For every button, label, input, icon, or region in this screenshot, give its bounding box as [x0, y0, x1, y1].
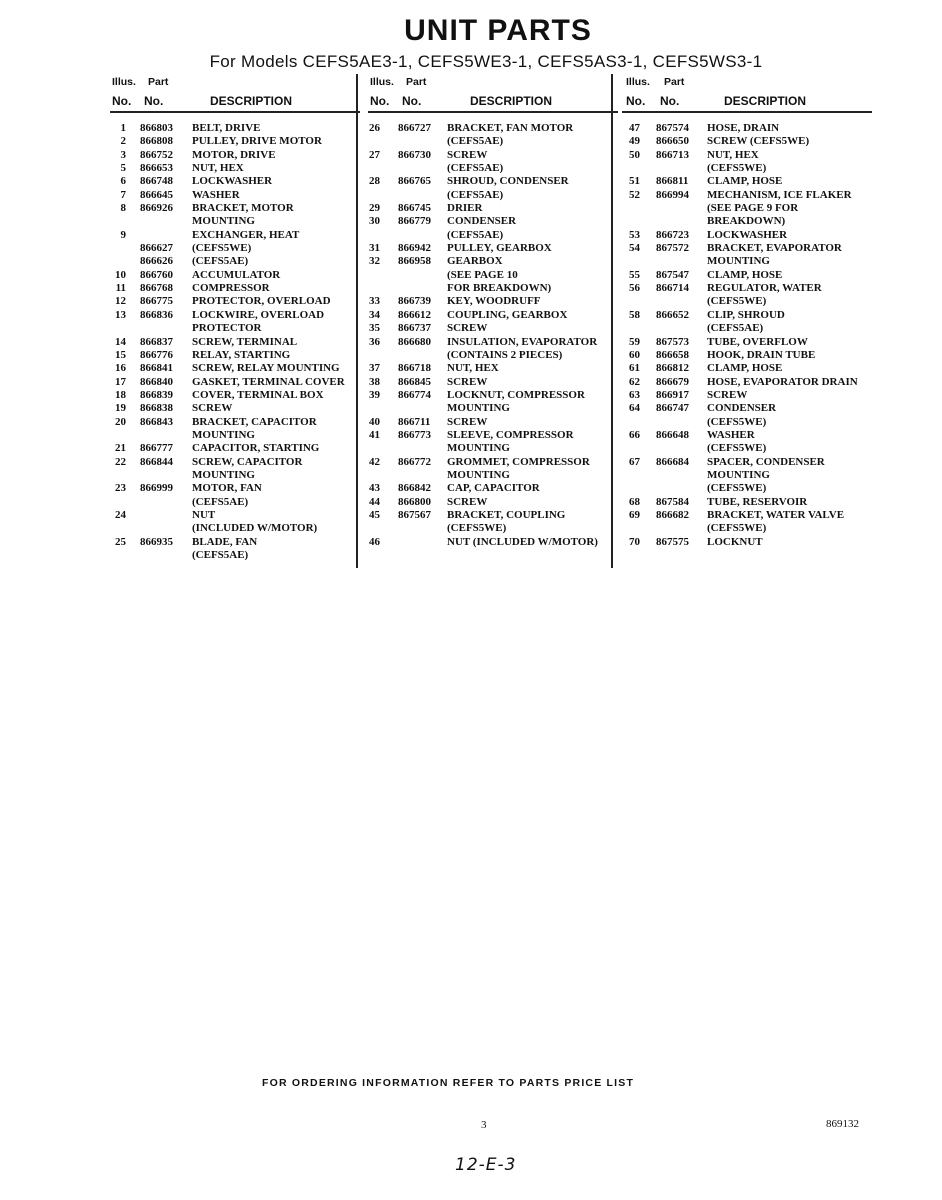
part-number: 866730 — [398, 148, 431, 161]
part-description: (CEFS5WE) — [707, 415, 767, 428]
illus-number: 23 — [115, 482, 126, 495]
header-no: No. — [370, 94, 390, 108]
part-description: CLIP, SHROUD — [707, 308, 785, 321]
illus-number: 31 — [369, 242, 380, 255]
part-description: PROTECTOR — [192, 322, 262, 335]
illus-number: 25 — [115, 535, 126, 548]
illus-number: 39 — [369, 388, 380, 401]
part-number: 867547 — [656, 268, 689, 281]
part-description: MECHANISM, ICE FLAKER — [707, 188, 852, 201]
part-number: 866739 — [398, 295, 431, 308]
header-description: DESCRIPTION — [724, 94, 807, 108]
part-number: 866723 — [656, 228, 689, 241]
part-number: 866752 — [140, 148, 173, 161]
part-description: SLEEVE, COMPRESSOR — [447, 428, 574, 441]
illus-number: 54 — [629, 242, 640, 255]
part-description: KEY, WOODRUFF — [447, 295, 541, 308]
part-number: 866935 — [140, 535, 173, 548]
part-number: 866648 — [656, 428, 689, 441]
part-description: (CEFS5WE) — [707, 442, 767, 455]
header-part: Part — [148, 76, 169, 88]
part-number: 866650 — [656, 135, 689, 148]
illus-number: 37 — [369, 362, 380, 375]
illus-number: 51 — [629, 175, 640, 188]
illus-number: 53 — [629, 228, 640, 241]
illus-number: 20 — [115, 415, 126, 428]
part-description: WASHER — [192, 188, 240, 201]
part-number: 866774 — [398, 388, 431, 401]
part-description: TUBE, OVERFLOW — [707, 335, 808, 348]
part-number: 867575 — [656, 535, 689, 548]
header-rule — [110, 111, 360, 113]
illus-number: 11 — [115, 282, 126, 295]
part-description: NUT, HEX — [707, 148, 759, 161]
part-number: 866727 — [398, 122, 431, 134]
part-description: GROMMET, COMPRESSOR — [447, 455, 590, 468]
part-description: ACCUMULATOR — [192, 268, 281, 281]
part-number: 866684 — [656, 455, 689, 468]
part-description: SCREW, RELAY MOUNTING — [192, 362, 340, 375]
illus-number: 45 — [369, 508, 380, 521]
header-illus: Illus. — [370, 76, 394, 88]
part-description: BRACKET, COUPLING — [447, 508, 566, 521]
part-description: (SEE PAGE 9 FOR — [707, 202, 799, 215]
illus-number: 55 — [629, 268, 640, 281]
header-illus: Illus. — [112, 76, 136, 88]
part-description: (CEFS5WE) — [707, 482, 767, 495]
part-description: LOCKWIRE, OVERLOAD — [192, 308, 325, 321]
part-description: MOUNTING — [707, 255, 770, 268]
part-number: 866760 — [140, 268, 173, 281]
part-number: 866652 — [656, 308, 689, 321]
part-number: 866842 — [398, 482, 431, 495]
part-number: 866680 — [398, 335, 431, 348]
illus-number: 43 — [369, 482, 380, 495]
part-number: 866718 — [398, 362, 431, 375]
part-description: COVER, TERMINAL BOX — [192, 388, 324, 401]
part-description: HOSE, DRAIN — [707, 122, 780, 134]
part-description: SHROUD, CONDENSER — [447, 175, 569, 188]
header-no: No. — [112, 94, 132, 108]
page-title: UNIT PARTS — [404, 14, 592, 47]
illus-number: 26 — [369, 122, 380, 134]
part-description: BREAKDOWN) — [707, 215, 786, 228]
part-description: LOCKWASHER — [192, 175, 273, 188]
header-description: DESCRIPTION — [210, 94, 293, 108]
illus-number: 49 — [629, 135, 640, 148]
part-description: INSULATION, EVAPORATOR — [447, 335, 598, 348]
part-description: MOTOR, FAN — [192, 482, 262, 495]
illus-number: 5 — [120, 162, 126, 175]
illus-number: 10 — [115, 268, 126, 281]
part-number: 866844 — [140, 455, 173, 468]
illus-number: 13 — [115, 308, 126, 321]
part-description: (CEFS5AE) — [192, 255, 249, 268]
illus-number: 32 — [369, 255, 380, 268]
part-description: GEARBOX — [447, 255, 503, 268]
part-description: SCREW — [707, 388, 748, 401]
part-description: BRACKET, FAN MOTOR — [447, 122, 574, 134]
illus-number: 42 — [369, 455, 380, 468]
part-description: HOOK, DRAIN TUBE — [707, 348, 816, 361]
part-description: (CEFS5AE) — [447, 228, 504, 241]
header-part: Part — [664, 76, 685, 88]
part-number: 866958 — [398, 255, 431, 268]
part-number: 866811 — [656, 175, 689, 188]
illus-number: 44 — [369, 495, 380, 508]
part-description: MOUNTING — [707, 468, 770, 481]
part-description: (CEFS5WE) — [447, 522, 507, 535]
illus-number: 12 — [115, 295, 126, 308]
illus-number: 3 — [120, 148, 126, 161]
part-description: NUT (INCLUDED W/MOTOR) — [447, 535, 598, 548]
part-description: CLAMP, HOSE — [707, 362, 783, 375]
header-illus: Illus. — [626, 76, 650, 88]
part-number: 867584 — [656, 495, 689, 508]
part-number: 866772 — [398, 455, 431, 468]
part-description: (CEFS5AE) — [192, 495, 249, 508]
part-description: GASKET, TERMINAL COVER — [192, 375, 345, 388]
part-number: 866917 — [656, 388, 689, 401]
part-description: LOCKWASHER — [707, 228, 788, 241]
header-rule — [622, 111, 872, 113]
part-description: (CEFS5AE) — [707, 322, 764, 335]
header-rule — [368, 111, 618, 113]
illus-number: 36 — [369, 335, 380, 348]
part-number: 866653 — [140, 162, 173, 175]
part-description: SCREW — [447, 495, 488, 508]
handwritten-note: 12-E-3 — [455, 1155, 517, 1175]
part-number: 866800 — [398, 495, 431, 508]
part-description: MOTOR, DRIVE — [192, 148, 276, 161]
part-description: BELT, DRIVE — [192, 122, 261, 134]
part-description: COMPRESSOR — [192, 282, 270, 295]
part-description: NUT, HEX — [192, 162, 244, 175]
part-description: NUT — [192, 508, 216, 521]
part-description: MOUNTING — [192, 468, 255, 481]
part-description: SCREW, TERMINAL — [192, 335, 298, 348]
illus-number: 41 — [369, 428, 380, 441]
part-number: 866645 — [140, 188, 173, 201]
part-description: COUPLING, GEARBOX — [447, 308, 568, 321]
part-description: (CEFS5WE) — [707, 522, 767, 535]
illus-number: 19 — [115, 402, 126, 415]
part-description: LOCKNUT, COMPRESSOR — [447, 388, 585, 401]
illus-number: 59 — [629, 335, 640, 348]
part-number: 867573 — [656, 335, 689, 348]
illus-number: 29 — [369, 202, 380, 215]
part-description: NUT, HEX — [447, 362, 499, 375]
illus-number: 38 — [369, 375, 380, 388]
ordering-note: FOR ORDERING INFORMATION REFER TO PARTS PRICE LIST — [262, 1077, 635, 1089]
part-number: 866994 — [656, 188, 689, 201]
part-description: (CEFS5WE) — [192, 242, 252, 255]
part-number: 866658 — [656, 348, 689, 361]
illus-number: 58 — [629, 308, 640, 321]
part-number: 866682 — [656, 508, 689, 521]
part-description: (CEFS5AE) — [447, 188, 504, 201]
illus-number: 33 — [369, 295, 380, 308]
illus-number: 1 — [120, 122, 126, 134]
part-number: 866942 — [398, 242, 431, 255]
illus-number: 9 — [120, 228, 126, 241]
header-part: Part — [406, 76, 427, 88]
part-number: 866612 — [398, 308, 431, 321]
part-description: SCREW — [447, 322, 488, 335]
part-number: 867567 — [398, 508, 431, 521]
part-description: SCREW — [192, 402, 233, 415]
illus-number: 61 — [629, 362, 640, 375]
illus-number: 35 — [369, 322, 380, 335]
part-description: EXCHANGER, HEAT — [192, 228, 300, 241]
part-description: (SEE PAGE 10 — [447, 268, 518, 281]
part-number: 866748 — [140, 175, 173, 188]
part-description: MOUNTING — [447, 442, 510, 455]
part-number: 866836 — [140, 308, 173, 321]
part-number: 866747 — [656, 402, 689, 415]
part-number: 866627 — [140, 242, 173, 255]
header-part-no: No. — [144, 94, 164, 108]
illus-number: 40 — [369, 415, 380, 428]
part-description: SCREW — [447, 415, 488, 428]
part-description: SCREW (CEFS5WE) — [707, 135, 810, 148]
illus-number: 68 — [629, 495, 640, 508]
illus-number: 16 — [115, 362, 126, 375]
illus-number: 18 — [115, 388, 126, 401]
illus-number: 63 — [629, 388, 640, 401]
part-number: 866745 — [398, 202, 431, 215]
part-number: 866837 — [140, 335, 173, 348]
part-description: BRACKET, EVAPORATOR — [707, 242, 842, 255]
part-description: (CEFS5WE) — [707, 162, 767, 175]
part-number: 866626 — [140, 255, 173, 268]
part-description: CAPACITOR, STARTING — [192, 442, 320, 455]
illus-number: 22 — [115, 455, 126, 468]
part-description: SCREW, CAPACITOR — [192, 455, 303, 468]
part-number: 866765 — [398, 175, 431, 188]
part-description: (INCLUDED W/MOTOR) — [192, 522, 318, 535]
illus-number: 24 — [115, 508, 126, 521]
part-description: BRACKET, MOTOR — [192, 202, 294, 215]
part-number: 866768 — [140, 282, 173, 295]
part-description: BLADE, FAN — [192, 535, 258, 548]
illus-number: 34 — [369, 308, 380, 321]
part-number: 867574 — [656, 122, 689, 134]
part-description: PULLEY, GEARBOX — [447, 242, 552, 255]
illus-number: 21 — [115, 442, 126, 455]
header-description: DESCRIPTION — [470, 94, 553, 108]
part-description: (CEFS5WE) — [707, 295, 767, 308]
illus-number: 67 — [629, 455, 640, 468]
illus-number: 14 — [115, 335, 126, 348]
illus-number: 46 — [369, 535, 380, 548]
header-part-no: No. — [402, 94, 422, 108]
illus-number: 66 — [629, 428, 640, 441]
illus-number: 28 — [369, 175, 380, 188]
illus-number: 17 — [115, 375, 126, 388]
part-number: 866808 — [140, 135, 173, 148]
part-description: DRIER — [447, 202, 483, 215]
illus-number: 70 — [629, 535, 640, 548]
illus-number: 60 — [629, 348, 640, 361]
part-number: 866776 — [140, 348, 173, 361]
models-subtitle: For Models CEFS5AE3-1, CEFS5WE3-1, CEFS5AS3-1, CEFS5WS3-1 — [209, 52, 763, 71]
part-number: 866713 — [656, 148, 689, 161]
part-number: 866926 — [140, 202, 173, 215]
part-number: 866803 — [140, 122, 173, 134]
part-number: 866843 — [140, 415, 173, 428]
part-number: 866999 — [140, 482, 173, 495]
part-description: CLAMP, HOSE — [707, 175, 783, 188]
illus-number: 50 — [629, 148, 640, 161]
part-description: (CEFS5AE) — [447, 135, 504, 148]
part-description: TUBE, RESERVOIR — [707, 495, 808, 508]
part-number: 866812 — [656, 362, 689, 375]
part-number: 866838 — [140, 402, 173, 415]
header-part-no: No. — [660, 94, 680, 108]
header-no: No. — [626, 94, 646, 108]
illus-number: 8 — [120, 202, 126, 215]
illus-number: 69 — [629, 508, 640, 521]
illus-number: 64 — [629, 402, 640, 415]
part-description: MOUNTING — [192, 215, 255, 228]
part-description: PROTECTOR, OVERLOAD — [192, 295, 331, 308]
part-description: HOSE, EVAPORATOR DRAIN — [707, 375, 858, 388]
part-description: SPACER, CONDENSER — [707, 455, 825, 468]
part-number: 866845 — [398, 375, 431, 388]
illus-number: 52 — [629, 188, 640, 201]
illus-number: 2 — [120, 135, 126, 148]
part-number: 866714 — [656, 282, 689, 295]
part-description: BRACKET, WATER VALVE — [707, 508, 845, 521]
illus-number: 15 — [115, 348, 126, 361]
part-description: CLAMP, HOSE — [707, 268, 783, 281]
illus-number: 6 — [120, 175, 126, 188]
part-number: 866679 — [656, 375, 689, 388]
part-number: 866779 — [398, 215, 431, 228]
part-description: MOUNTING — [447, 468, 510, 481]
part-description: (CEFS5AE) — [447, 162, 504, 175]
part-number: 866777 — [140, 442, 173, 455]
part-description: BRACKET, CAPACITOR — [192, 415, 317, 428]
part-number: 867572 — [656, 242, 689, 255]
part-number: 866711 — [398, 415, 431, 428]
part-description: (CONTAINS 2 PIECES) — [447, 348, 563, 361]
part-number: 866840 — [140, 375, 173, 388]
part-description: FOR BREAKDOWN) — [447, 282, 552, 295]
part-description: SCREW — [447, 148, 488, 161]
illus-number: 27 — [369, 148, 380, 161]
part-description: REGULATOR, WATER — [707, 282, 822, 295]
part-number: 866839 — [140, 388, 173, 401]
part-description: CONDENSER — [447, 215, 517, 228]
part-number: 866775 — [140, 295, 173, 308]
illus-number: 47 — [629, 122, 640, 134]
part-description: CAP, CAPACITOR — [447, 482, 540, 495]
part-number: 866773 — [398, 428, 431, 441]
part-description: CONDENSER — [707, 402, 777, 415]
part-description: MOUNTING — [192, 428, 255, 441]
part-description: MOUNTING — [447, 402, 510, 415]
illus-number: 56 — [629, 282, 640, 295]
part-description: PULLEY, DRIVE MOTOR — [192, 135, 322, 148]
illus-number: 30 — [369, 215, 380, 228]
part-description: SCREW — [447, 375, 488, 388]
illus-number: 7 — [120, 188, 126, 201]
column-divider — [611, 74, 613, 568]
part-description: WASHER — [707, 428, 755, 441]
document-number: 869132 — [826, 1118, 859, 1130]
part-description: (CEFS5AE) — [192, 549, 249, 561]
part-description: RELAY, STARTING — [192, 348, 291, 361]
part-number: 866737 — [398, 322, 431, 335]
page-number: 3 — [481, 1119, 487, 1131]
part-number: 866841 — [140, 362, 173, 375]
part-description: LOCKNUT — [707, 535, 763, 548]
illus-number: 62 — [629, 375, 640, 388]
